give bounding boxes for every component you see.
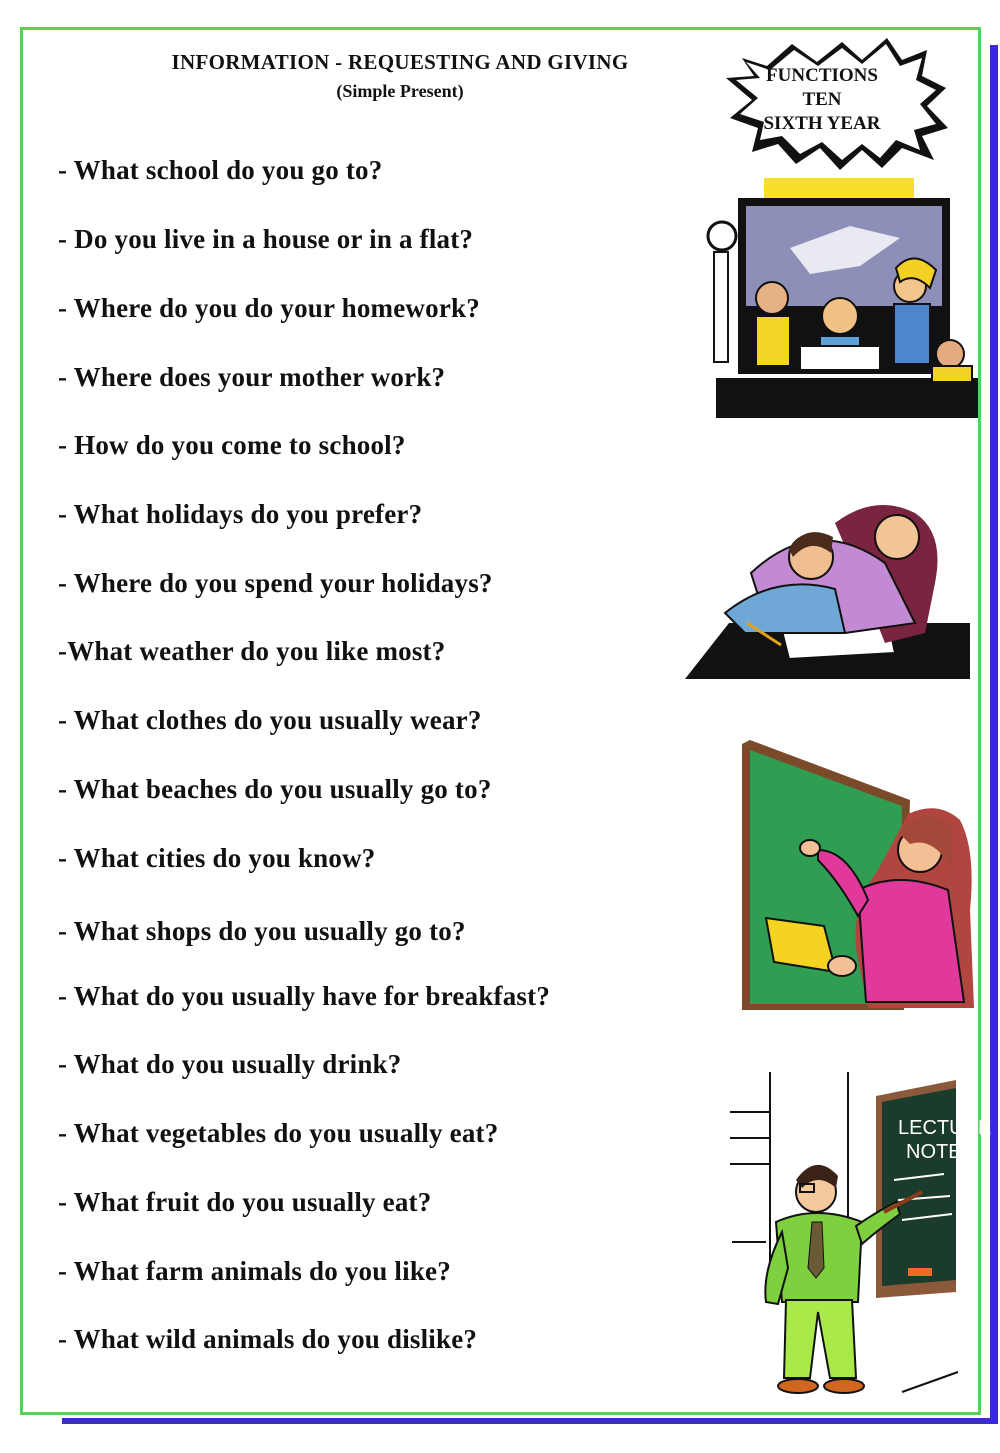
question-item: - What clothes do you usually wear? [58,705,482,735]
question-item: - What farm animals do you like? [58,1256,451,1286]
classroom-students-illustration [700,178,980,420]
question-item: - What vegetables do you usually eat? [58,1118,499,1148]
question-item: - What holidays do you prefer? [58,499,423,529]
question-item: - What do you usually drink? [58,1049,402,1079]
badge-line-1: FUNCTIONS [766,65,878,86]
page-shadow-right [990,45,998,1423]
teacher-greenboard-illustration [738,740,978,1016]
question-item: - How do you come to school? [58,430,406,460]
page-shadow-bottom [62,1418,998,1424]
question-item: - Where do you do your homework? [58,293,480,323]
lecturer-blackboard-illustration [726,1072,992,1400]
question-item: - Where does your mother work? [58,362,446,392]
question-item: - Do you live in a house or in a flat? [58,224,474,254]
question-item: - What cities do you know? [58,843,376,873]
mother-helping-child-illustration [685,493,970,681]
page-title: INFORMATION - REQUESTING AND GIVING [171,50,629,74]
question-item: -What weather do you like most? [58,636,446,666]
question-item: - What do you usually have for breakfast? [58,981,551,1011]
functions-badge [722,36,952,171]
badge-line-2: TEN [802,89,842,110]
badge-line-3: SIXTH YEAR [763,113,881,134]
header [140,50,660,102]
question-item: - What beaches do you usually go to? [58,774,492,804]
board-text-notes: NOTES [906,1141,975,1163]
page-subtitle: (Simple Present) [336,81,464,101]
question-item: - What fruit do you usually eat? [58,1187,432,1217]
badge-text [722,64,922,136]
question-item: - What school do you go to? [58,155,383,185]
question-item: - Where do you spend your holidays? [58,568,493,598]
question-item: - What wild animals do you dislike? [58,1324,478,1354]
question-item: - What shops do you usually go to? [58,916,466,946]
board-text-lecture: LECTURE [898,1117,992,1139]
